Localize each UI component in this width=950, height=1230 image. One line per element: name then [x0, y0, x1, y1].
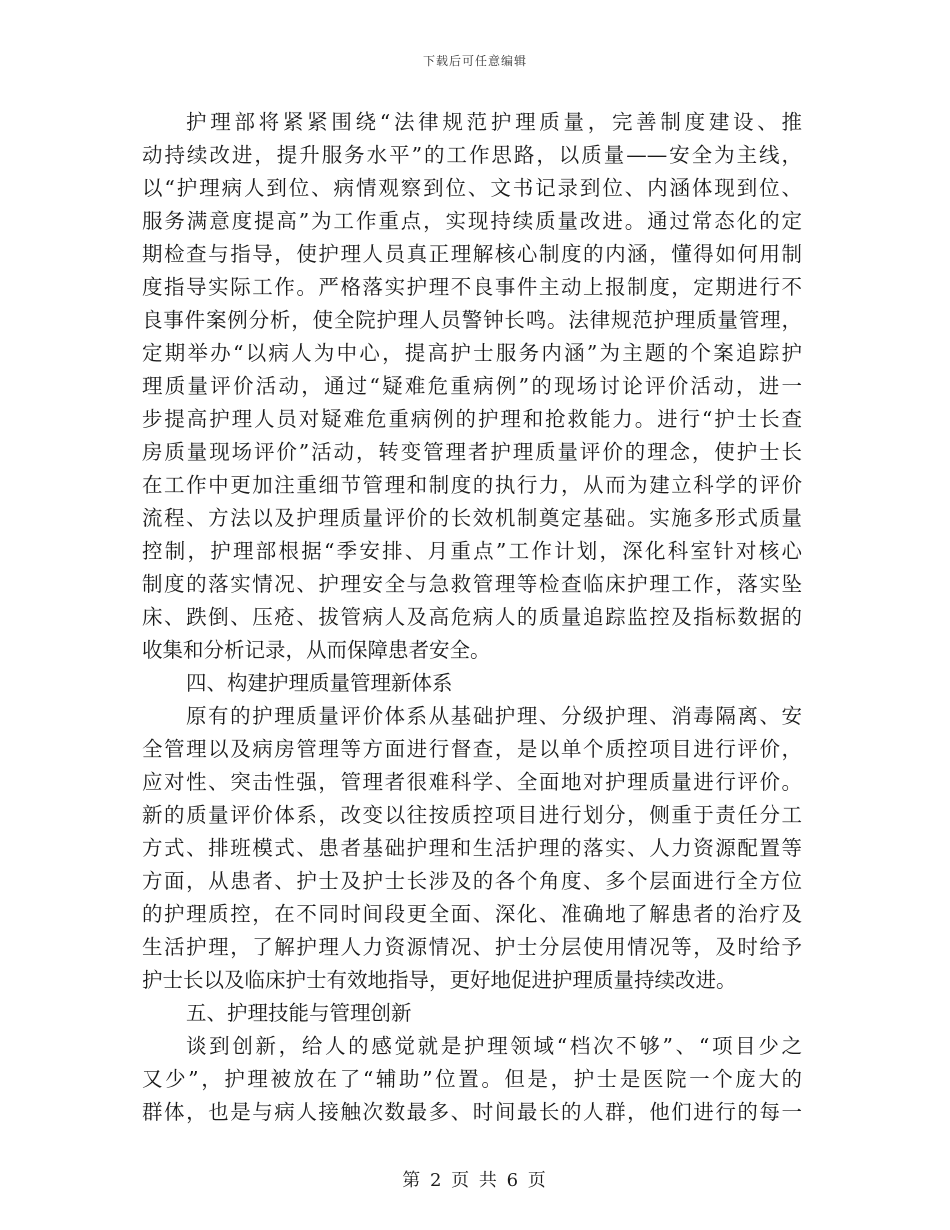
section-heading: [142, 667, 802, 700]
page-header: 下载后可任意编辑: [422, 54, 527, 68]
text-line: 原有的护理质量评价体系从基础护理、分级护理、消毒隔离、安: [186, 704, 802, 728]
text-line: 控制，护理部根据“季安排、月重点”工作计划，深化科室针对核心: [142, 539, 802, 563]
text-line: 四、构建护理质量管理新体系: [186, 671, 453, 695]
text-line: 度指导实际工作。严格落实护理不良事件主动上报制度，定期进行不: [142, 275, 802, 299]
text-line: 的护理质控，在不同时间段更全面、深化、准确地了解患者的治疗及: [142, 902, 802, 926]
text-line: 护士长以及临床护士有效地指导，更好地促进护理质量持续改进。: [142, 968, 737, 992]
text-line: 步提高护理人员对疑难危重病例的护理和抢救能力。进行“护士长查: [142, 407, 802, 431]
text-line: 以“护理病人到位、病情观察到位、文书记录到位、内涵体现到位、: [142, 176, 802, 200]
text-line: 良事件案例分析，使全院护理人员警钟长鸣。法律规范护理质量管理，: [142, 308, 802, 332]
section-heading: [142, 997, 802, 1030]
text-line: 谈到创新，给人的感觉就是护理领域“档次不够”、“项目少之: [186, 1034, 802, 1058]
page-number-footer: 第 2 页 共 6 页: [402, 1170, 548, 1191]
text-line: 收集和分析记录，从而保障患者安全。: [142, 638, 491, 662]
text-line: 生活护理，了解护理人力资源情况、护士分层使用情况等，及时给予: [142, 935, 802, 959]
text-line: 房质量现场评价”活动，转变管理者护理质量评价的理念，使护士长: [142, 440, 802, 464]
document-body: [142, 106, 802, 1129]
text-line: 方式、排班模式、患者基础护理和生活护理的落实、人力资源配置等: [142, 836, 802, 860]
paragraph: [142, 1030, 802, 1129]
paragraph: [142, 106, 802, 667]
text-line: 护理部将紧紧围绕“法律规范护理质量，完善制度建设、推: [186, 110, 802, 134]
text-line: 五、护理技能与管理创新: [186, 1001, 412, 1025]
text-line: 理质量评价活动，通过“疑难危重病例”的现场讨论评价活动，进一: [142, 374, 802, 398]
text-line: 全管理以及病房管理等方面进行督查，是以单个质控项目进行评价，: [142, 737, 802, 761]
text-line: 定期举办“以病人为中心，提高护士服务内涵”为主题的个案追踪护: [142, 341, 802, 365]
text-line: 新的质量评价体系，改变以往按质控项目进行划分，侧重于责任分工: [142, 803, 802, 827]
text-line: 期检查与指导，使护理人员真正理解核心制度的内涵，懂得如何用制: [142, 242, 802, 266]
text-line: 床、跌倒、压疮、拔管病人及高危病人的质量追踪监控及指标数据的: [142, 605, 802, 629]
text-line: 制度的落实情况、护理安全与急救管理等检查临床护理工作，落实坠: [142, 572, 802, 596]
text-line: 方面，从患者、护士及护士长涉及的各个角度、多个层面进行全方位: [142, 869, 802, 893]
text-line: 服务满意度提高”为工作重点，实现持续质量改进。通过常态化的定: [142, 209, 802, 233]
text-line: 在工作中更加注重细节管理和制度的执行力，从而为建立科学的评价: [142, 473, 802, 497]
text-line: 流程、方法以及护理质量评价的长效机制奠定基础。实施多形式质量: [142, 506, 802, 530]
text-line: 应对性、突击性强，管理者很难科学、全面地对护理质量进行评价。: [142, 770, 802, 794]
text-line: 又少”，护理被放在了“辅助”位置。但是，护士是医院一个庞大的: [142, 1067, 802, 1091]
text-line: 动持续改进，提升服务水平”的工作思路，以质量——安全为主线，: [142, 143, 802, 167]
text-line: 群体，也是与病人接触次数最多、时间最长的人群，他们进行的每一: [142, 1100, 802, 1124]
paragraph: [142, 700, 802, 997]
